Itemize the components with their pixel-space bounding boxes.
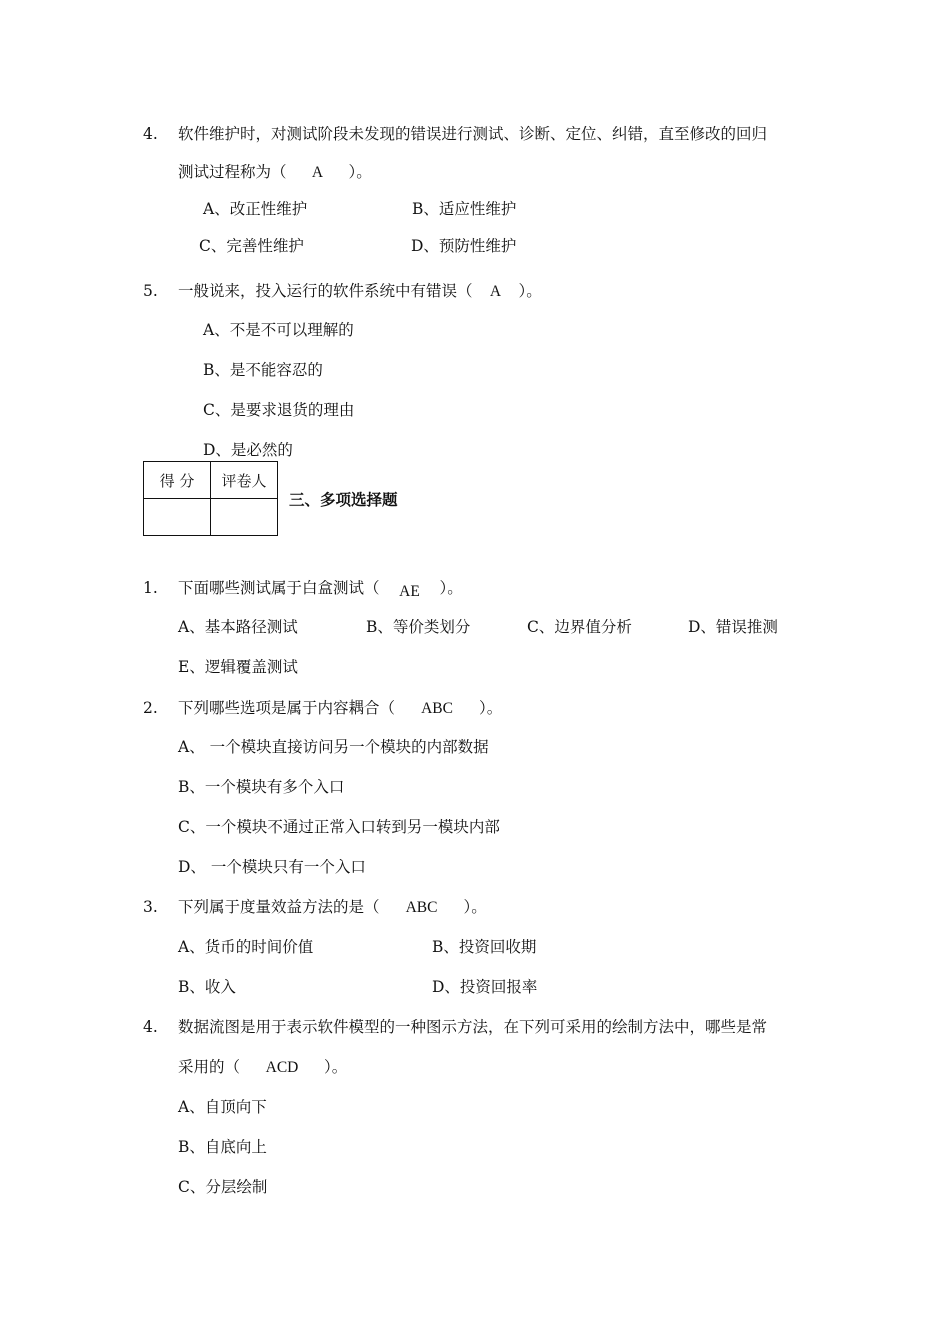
question-text-prefix: 一般说来，投入运行的软件系统中有错误（ — [178, 282, 473, 300]
option-b: B、是不能容忍的 — [203, 361, 323, 379]
question-text-line2 — [178, 162, 372, 183]
question-number: 5. — [143, 282, 158, 300]
option-d: D、 一个模块只有一个入口 — [178, 858, 366, 876]
option-a: A、自顶向下 — [178, 1098, 267, 1116]
option-c: C、是要求退货的理由 — [203, 401, 355, 419]
option-d: D、预防性维护 — [411, 237, 517, 255]
option-b: B、自底向上 — [178, 1138, 267, 1156]
option-c: C、完善性维护 — [199, 237, 304, 255]
question-text-prefix: 测试过程称为（ — [178, 163, 287, 181]
option-c: C、边界值分析 — [527, 618, 632, 636]
score-table — [143, 461, 278, 536]
question-text — [178, 281, 542, 302]
question-text-prefix: 下列属于度量效益方法的是（ — [178, 898, 380, 916]
option-b: B、投资回收期 — [432, 938, 537, 956]
grader-cell — [211, 499, 278, 536]
answer-value: AE — [399, 583, 420, 600]
question-number: 1. — [143, 579, 158, 597]
question-text-suffix: ）。 — [324, 1058, 348, 1076]
grader-label: 评卷人 — [211, 462, 278, 499]
question-text — [178, 698, 502, 719]
question-text-prefix: 下面哪些测试属于白盒测试（ — [178, 579, 380, 597]
question-text-suffix: ）。 — [463, 898, 487, 916]
question-text-prefix: 采用的（ — [178, 1058, 241, 1076]
answer-value: ABC — [405, 899, 438, 916]
option-b-income: B、收入 — [178, 978, 236, 996]
answer-value: A — [489, 283, 502, 300]
answer-value: ACD — [265, 1059, 299, 1076]
question-text-suffix: ）。 — [439, 579, 463, 597]
question-number: 4. — [143, 1018, 158, 1036]
question-text: 数据流图是用于表示软件模型的一种图示方法，在下列可采用的绘制方法中，哪些是常 — [178, 1018, 768, 1036]
question-text — [178, 897, 487, 918]
option-e: E、逻辑覆盖测试 — [178, 658, 298, 676]
section-title: 三、多项选择题 — [289, 491, 398, 509]
question-text — [178, 578, 463, 599]
question-number: 2. — [143, 699, 158, 717]
score-cell — [144, 499, 211, 536]
option-d: D、投资回报率 — [432, 978, 538, 996]
option-a: A、基本路径测试 — [178, 618, 298, 636]
option-c: C、一个模块不通过正常入口转到另一模块内部 — [178, 818, 500, 836]
question-number: 3. — [143, 898, 158, 916]
answer-value: ABC — [421, 700, 453, 717]
score-label: 得 分 — [144, 462, 211, 499]
question-text-suffix: ）。 — [348, 163, 372, 181]
question-text-prefix: 下列哪些选项是属于内容耦合（ — [178, 699, 396, 717]
option-a: A、不是不可以理解的 — [203, 321, 354, 339]
question-text-suffix: ）。 — [479, 699, 503, 717]
question-text: 软件维护时，对测试阶段未发现的错误进行测试、诊断、定位、纠错，直至修改的回归 — [178, 125, 768, 143]
option-d: D、错误推测 — [688, 618, 778, 636]
question-number: 4. — [143, 125, 158, 143]
answer-value: A — [311, 164, 324, 181]
option-b: B、等价类划分 — [366, 618, 471, 636]
option-b: B、一个模块有多个入口 — [178, 778, 345, 796]
question-text-line2 — [178, 1057, 347, 1078]
option-a: A、改正性维护 — [203, 200, 308, 218]
option-c: C、分层绘制 — [178, 1178, 268, 1196]
option-a: A、 一个模块直接访问另一个模块的内部数据 — [178, 738, 489, 756]
option-a: A、货币的时间价值 — [178, 938, 314, 956]
question-text-suffix: ）。 — [518, 282, 542, 300]
option-d: D、是必然的 — [203, 441, 293, 459]
option-b: B、适应性维护 — [412, 200, 517, 218]
